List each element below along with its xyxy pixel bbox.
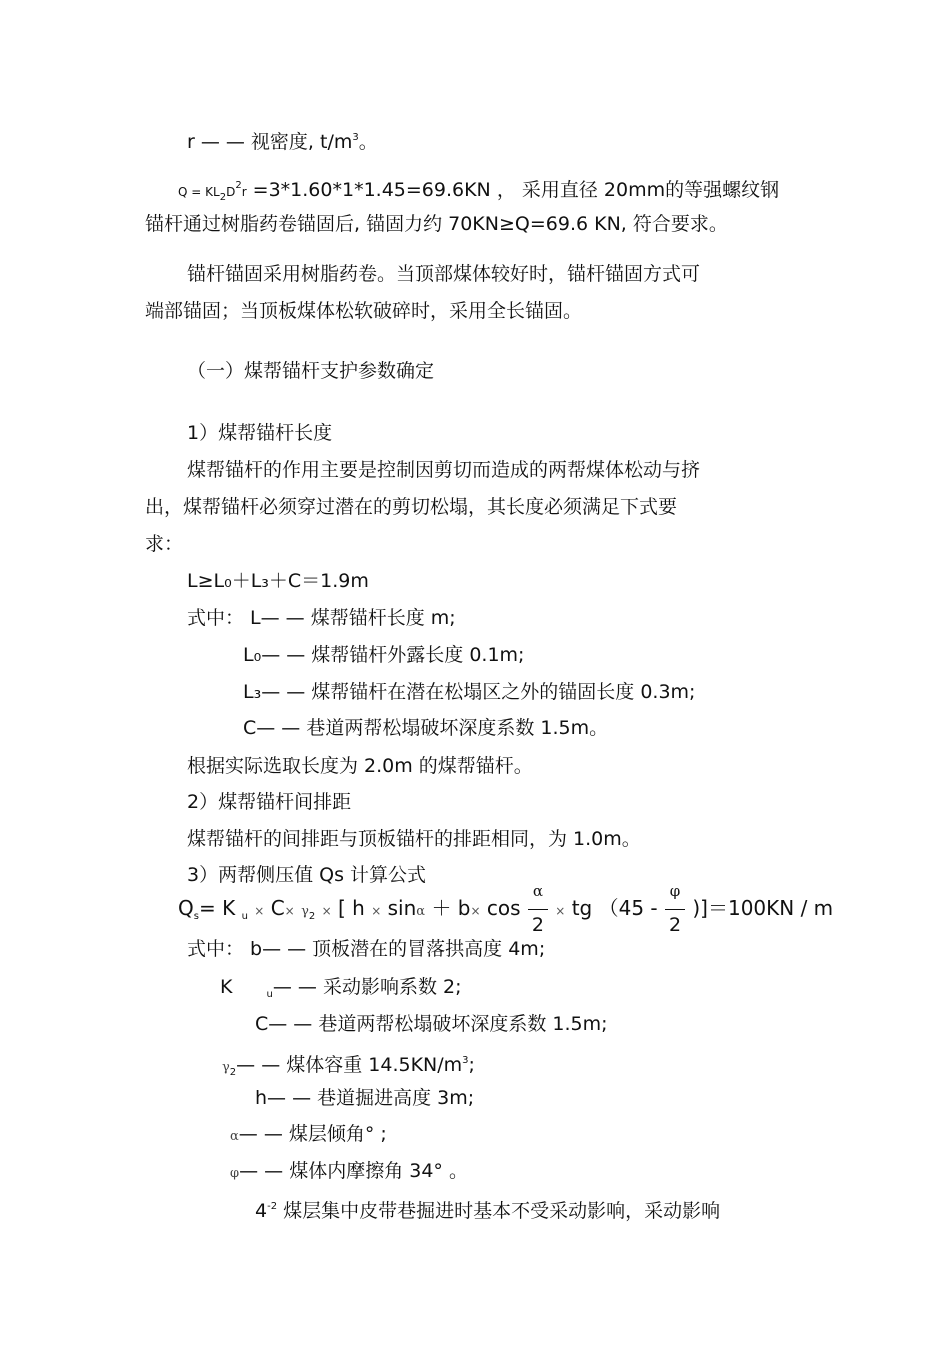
paragraph-2-line-2: 端部锚固；当顶板煤体松软破碎时，采用全长锚固。 — [145, 300, 583, 322]
r-definition: r — — 视密度, $t/m^3$。 — [187, 131, 378, 153]
phi-over-2-fraction: $\frac{\varphi}{2}$ — [664, 909, 686, 910]
formula-L: L≥L₀＋L₃＋C＝1.9m — [187, 570, 369, 592]
last-paragraph-line: $4^{-2}$ 煤层集中皮带巷掘进时基本不受采动影响，采动影响 — [255, 1200, 721, 1222]
definition-L: 式中： L— — 煤帮锚杆长度 m; — [187, 607, 456, 629]
definition-alpha: α— — 煤层倾角° ; — [230, 1123, 387, 1145]
paragraph-2-line-1: 锚杆锚固采用树脂药卷。当顶部煤体较好时，锚杆锚固方式可 — [187, 263, 701, 285]
paragraph-3-line-3: 求： — [145, 533, 184, 555]
item-2-heading: 2）煤帮锚杆间排距 — [187, 791, 352, 813]
definition-C: C— — 巷道两帮松塌破坏深度系数 1.5m。 — [243, 717, 609, 739]
definition-phi: φ— — 煤体内摩擦角 34° 。 — [230, 1160, 468, 1182]
item-1-heading: 1）煤帮锚杆长度 — [187, 422, 333, 444]
definition-L0: L₀— — 煤帮锚杆外露长度 0.1m; — [243, 644, 525, 666]
q-formula-line: $Q = KL_2D^2r =3*1.60*1*1.45=69.6KN$ ， 采用直径 20mm的等强螺纹钢 — [178, 179, 780, 203]
definition-Ku: K $_u$— — 采动影响系数 2; — [220, 976, 462, 1000]
spacing-text: 煤帮锚杆的间排距与顶板锚杆的排距相同，为 1.0m。 — [187, 828, 641, 850]
qs-formula: $Q_s= K$ $_u \times C\times \gamma_2$ × [ h × sinα ＋ b× cos $\frac{\alpha}{2}$ × tg （45 - $\frac{\varphi}{2}$ )]＝100KN / m — [178, 882, 834, 936]
item-3-heading: 3）两帮侧压值 Qs 计算公式 — [187, 864, 427, 886]
paragraph-3-line-1: 煤帮锚杆的作用主要是控制因剪切而造成的两帮煤体松动与挤 — [187, 459, 701, 481]
alpha-over-2-fraction: $\frac{\alpha}{2}$ — [527, 909, 549, 910]
definition-L3: L₃— — 煤帮锚杆在潜在松塌区之外的锚固长度 0.3m; — [243, 681, 696, 703]
definition-b: 式中： b— — 顶板潜在的冒落拱高度 4m; — [187, 938, 546, 960]
selected-length: 根据实际选取长度为 2.0m 的煤帮锚杆。 — [187, 755, 533, 777]
definition-gamma: $\gamma_2—$ — 煤体容重 $14.5KN/m^3$; — [222, 1054, 475, 1078]
definition-C2: C— — 巷道两帮松塌破坏深度系数 1.5m; — [255, 1013, 608, 1035]
section-heading: （一）煤帮锚杆支护参数确定 — [187, 360, 435, 382]
paragraph-1-line-2: 锚杆通过树脂药卷锚固后, 锚固力约 70KN≥Q=69.6 KN, 符合要求。 — [145, 213, 728, 235]
definition-h: h— — 巷道掘进高度 3m; — [255, 1087, 475, 1109]
paragraph-3-line-2: 出，煤帮锚杆必须穿过潜在的剪切松塌，其长度必须满足下式要 — [145, 496, 678, 518]
